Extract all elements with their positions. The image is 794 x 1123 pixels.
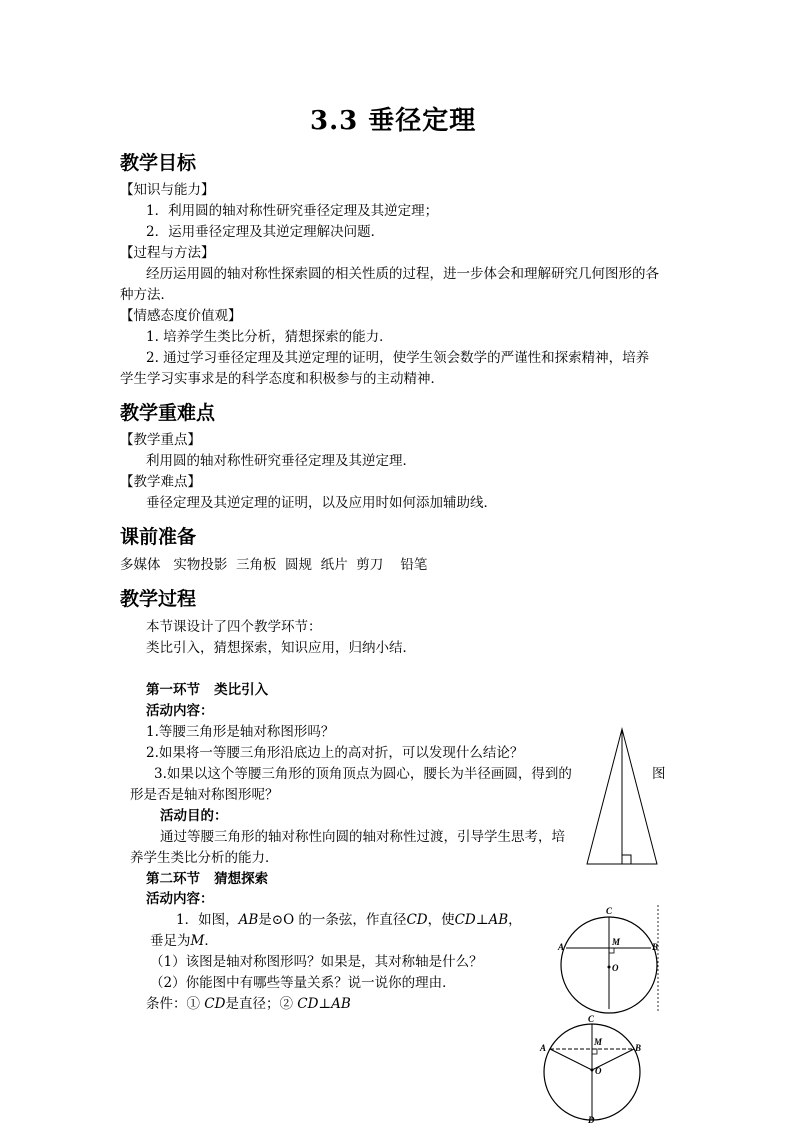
- stage2-content-label: 活动内容：: [146, 891, 214, 907]
- section-heading-process: 教学过程: [120, 588, 197, 610]
- stage2-q1-mid2: ，使: [427, 912, 455, 928]
- section-heading-goals: 教学目标: [120, 152, 197, 174]
- condition-perp: CD⊥AB: [297, 996, 351, 1012]
- circle-2-label-b: B: [635, 1043, 642, 1053]
- attitude-item-2b: 学生学习实事求是的科学态度和积极参与的主动精神．: [120, 371, 444, 387]
- circle-1-label-o: O: [612, 963, 619, 973]
- circle-1-right-angle: [609, 948, 614, 953]
- stage1-question-3b: 形是否是轴对称图形呢？: [130, 787, 279, 803]
- attitude-item-2a: 2. 通过学习垂径定理及其逆定理的证明，使学生领会数学的严谨性和探索精神，培养: [146, 350, 650, 366]
- circle-1-label-a: A: [558, 942, 565, 952]
- circle-2-center-dot: [591, 1069, 594, 1072]
- stage1-purpose-label: 活动目的：: [160, 808, 228, 824]
- stage2-q1-end: ，: [508, 912, 522, 928]
- stage1-question-1: 1.等腰三角形是轴对称图形吗？: [146, 724, 335, 740]
- stage2-question-a: （1）该图是轴对称图形吗？如果是，其对称轴是什么？: [150, 954, 483, 970]
- condition-mid: 是直径；②: [225, 996, 298, 1012]
- process-intro-1: 本节课设计了四个教学环节：: [146, 619, 322, 635]
- stage2-q1-perp: CD⊥AB: [454, 912, 509, 928]
- stage2-q1-pre: 1．如图，: [176, 912, 239, 928]
- circle-1-center-dot: [608, 966, 611, 969]
- attitude-label: 【情感态度价值观】: [120, 308, 242, 324]
- circle-1-label-b: B: [652, 942, 659, 952]
- key-text: 利用圆的轴对称性研究垂径定理及其逆定理．: [146, 453, 416, 469]
- process-text-2: 种方法．: [120, 287, 174, 303]
- process-text-1: 经历运用圆的轴对称性探索圆的相关性质的过程，进一步体会和理解研究几何图形的各: [146, 266, 659, 282]
- stage2-q1-ab: AB: [238, 912, 259, 928]
- stage2-question-b: （2）你能图中有哪些等量关系？说一说你的理由．: [150, 975, 456, 991]
- circle-2-label-o: O: [595, 1066, 602, 1076]
- stage2-condition: [146, 994, 351, 1014]
- stage1-question-3-tail: 图: [652, 766, 666, 782]
- stage1-content-label: 活动内容：: [146, 703, 214, 719]
- process-intro-2: 类比引入，猜想探索，知识应用，归纳小结．: [146, 640, 416, 656]
- circle-figure-1: [555, 905, 667, 1015]
- stage1-question-3a: 3.如果以这个等腰三角形的顶角顶点为圆心，腰长为半径画圆，得到的: [154, 766, 572, 782]
- circle-1-label-c: C: [606, 906, 613, 916]
- condition-cd: CD: [204, 996, 226, 1012]
- attitude-item-1: 1. 培养学生类比分析，猜想探索的能力．: [146, 329, 393, 345]
- circle-1-label-m: M: [612, 937, 621, 947]
- difficult-label: 【教学难点】: [120, 474, 201, 490]
- right-angle-mark: [622, 855, 631, 864]
- circle-2-radius-oa: [550, 1049, 592, 1070]
- stage1-purpose-a: 通过等腰三角形的轴对称性向圆的轴对称性过渡，引导学生思考，培: [160, 829, 565, 845]
- circle-2-label-d: D: [588, 1115, 595, 1123]
- section-heading-preparation: 课前准备: [120, 526, 197, 548]
- stage2-q1-cd: CD: [406, 912, 428, 928]
- stage2-q1-mid: 是⊙O 的一条弦，作直径: [258, 912, 407, 928]
- stage2-q1b-end: ．: [204, 933, 218, 949]
- knowledge-label: 【知识与能力】: [120, 182, 215, 198]
- knowledge-item-1: 1．利用圆的轴对称性研究垂径定理及其逆定理；: [146, 203, 439, 219]
- stage2-question-1b: [150, 931, 218, 951]
- condition-pre: 条件：①: [146, 996, 205, 1012]
- stage1-title: 第一环节 类比引入: [146, 682, 269, 698]
- difficult-text: 垂径定理及其逆定理的证明，以及应用时如何添加辅助线．: [146, 495, 497, 511]
- key-label: 【教学重点】: [120, 432, 201, 448]
- circle-2-label-m: M: [594, 1037, 603, 1047]
- stage2-q1b-m: M: [190, 933, 205, 949]
- stage2-question-1: [176, 910, 522, 930]
- circle-2-right-angle: [592, 1049, 597, 1054]
- stage1-purpose-b: 养学生类比分析的能力．: [130, 850, 279, 866]
- circle-2-label-c: C: [588, 1014, 595, 1024]
- page-title: 3.3 垂径定理: [310, 106, 477, 136]
- stage1-question-2: 2.如果将一等腰三角形沿底边上的高对折，可以发现什么结论？: [146, 745, 524, 761]
- section-heading-key-points: 教学重难点: [120, 402, 216, 424]
- isosceles-triangle-figure: [582, 724, 662, 866]
- knowledge-item-2: 2．运用垂径定理及其逆定理解决问题．: [146, 224, 385, 240]
- preparation-items: 多媒体 实物投影 三角板 圆规 纸片 剪刀 铅笔: [120, 557, 428, 573]
- circle-2-label-a: A: [540, 1043, 547, 1053]
- stage2-q1b-pre: 垂足为: [150, 933, 191, 949]
- process-label: 【过程与方法】: [120, 245, 215, 261]
- circle-figure-2: [536, 1012, 648, 1123]
- stage2-title: 第二环节 猜想探索: [146, 871, 269, 887]
